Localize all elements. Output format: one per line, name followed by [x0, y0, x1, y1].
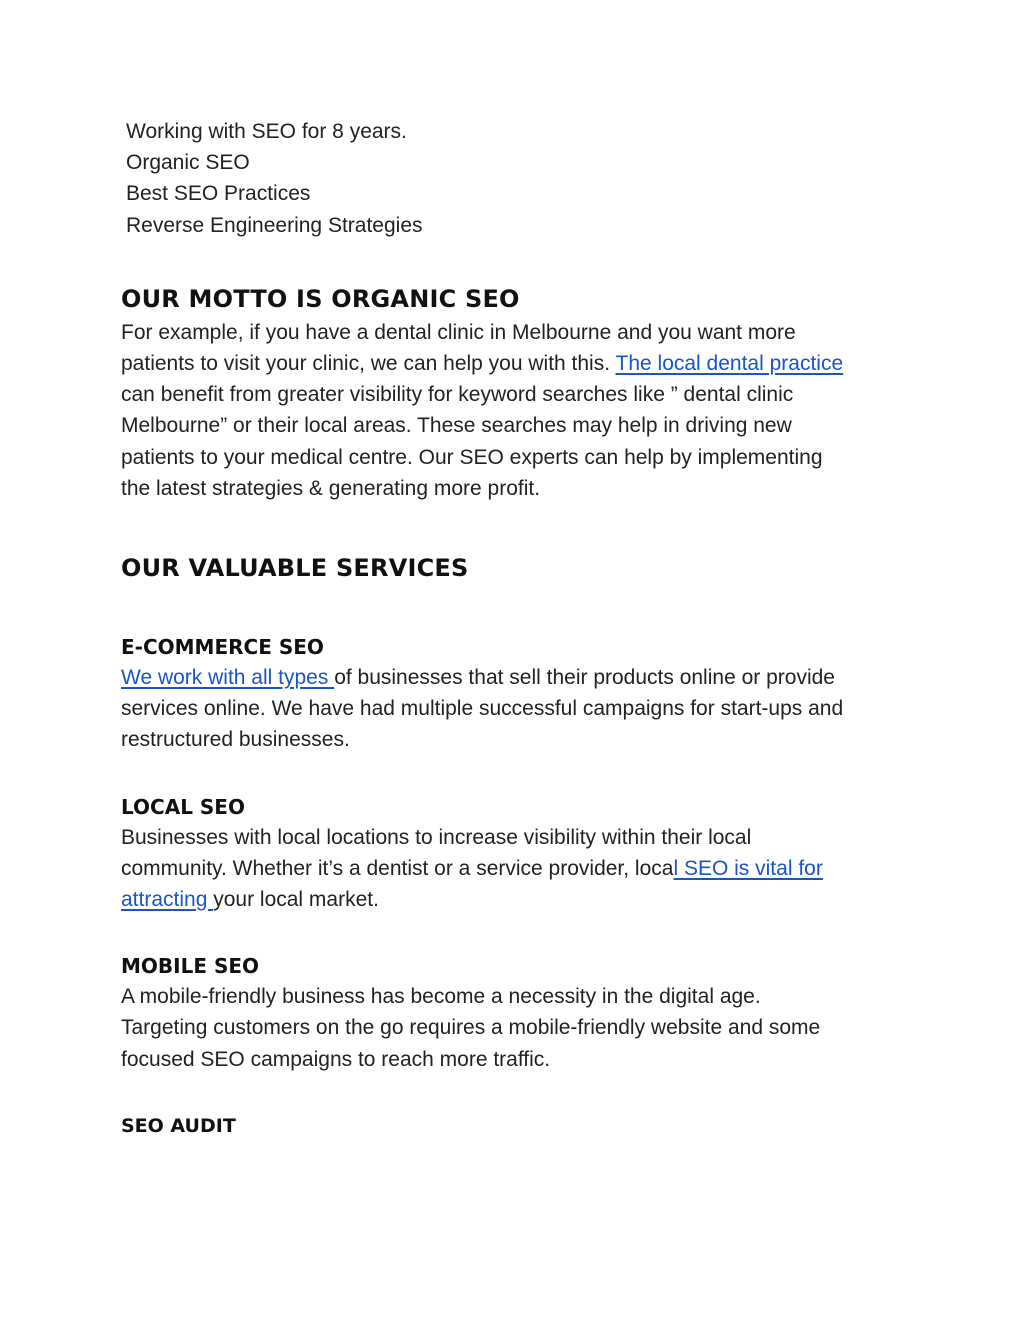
ecommerce-line: restructured businesses.: [121, 728, 350, 752]
mobile-section: [121, 951, 911, 1075]
mobile-heading: MOBILE SEO: [121, 954, 260, 979]
mobile-paragraph: [121, 981, 911, 1075]
local-paragraph: [121, 822, 911, 916]
motto-line-text: patients to visit your clinic, we can help you with this.: [121, 352, 616, 376]
intro-item: Best SEO Practices: [126, 182, 311, 206]
local-heading: LOCAL SEO: [121, 794, 245, 819]
ecommerce-line: services online. We have had multiple successful campaigns for start-ups and: [121, 697, 844, 721]
motto-line: can benefit from greater visibility for keyword searches like ” dental clinic: [121, 383, 794, 407]
intro-item: Organic SEO: [126, 151, 250, 175]
audit-section: [121, 1111, 911, 1141]
seo-vital-link[interactable]: l SEO is vital for: [673, 856, 823, 880]
ecommerce-line: [121, 662, 911, 693]
local-line: [121, 884, 911, 915]
motto-line: patients to your medical centre. Our SEO experts can help by implementing: [121, 445, 823, 469]
mobile-line: Targeting customers on the go requires a mobile-friendly website and some: [121, 1016, 821, 1040]
intro-item: Working with SEO for 8 years.: [126, 120, 407, 143]
intro-item: Reverse Engineering Strategies: [126, 213, 423, 237]
local-section: [121, 792, 911, 916]
motto-line: [121, 348, 911, 379]
intro-list: [126, 116, 911, 241]
motto-heading: OUR MOTTO IS ORGANIC SEO: [121, 284, 520, 313]
all-types-link[interactable]: We work with all types: [121, 666, 335, 690]
services-heading: OUR VALUABLE SERVICES: [121, 554, 469, 583]
local-dental-practice-link[interactable]: The local dental practice: [615, 352, 844, 376]
ecommerce-section: [121, 632, 911, 756]
local-line: Businesses with local locations to increase visibility within their local: [121, 825, 752, 849]
ecommerce-heading: E-COMMERCE SEO: [121, 635, 324, 660]
mobile-line: A mobile-friendly business has become a necessity in the digital age.: [121, 985, 761, 1009]
motto-line: the latest strategies & generating more profit.: [121, 476, 541, 500]
local-line: [121, 853, 911, 884]
attracting-link[interactable]: attracting: [121, 888, 214, 912]
motto-paragraph: [121, 317, 911, 504]
mobile-line: focused SEO campaigns to reach more traffic.: [121, 1047, 551, 1071]
document-page: [121, 116, 911, 1141]
ecommerce-line-text: of businesses that sell their products online or provide: [334, 666, 835, 690]
motto-line: For example, if you have a dental clinic in Melbourne and you want more: [121, 320, 796, 344]
local-line-text: community. Whether it’s a dentist or a service provider, loca: [121, 856, 674, 880]
audit-heading: SEO AUDIT: [121, 1114, 236, 1137]
local-line-text: your local market.: [213, 888, 379, 912]
ecommerce-paragraph: [121, 662, 911, 756]
motto-line: Melbourne” or their local areas. These searches may help in driving new: [121, 414, 792, 438]
